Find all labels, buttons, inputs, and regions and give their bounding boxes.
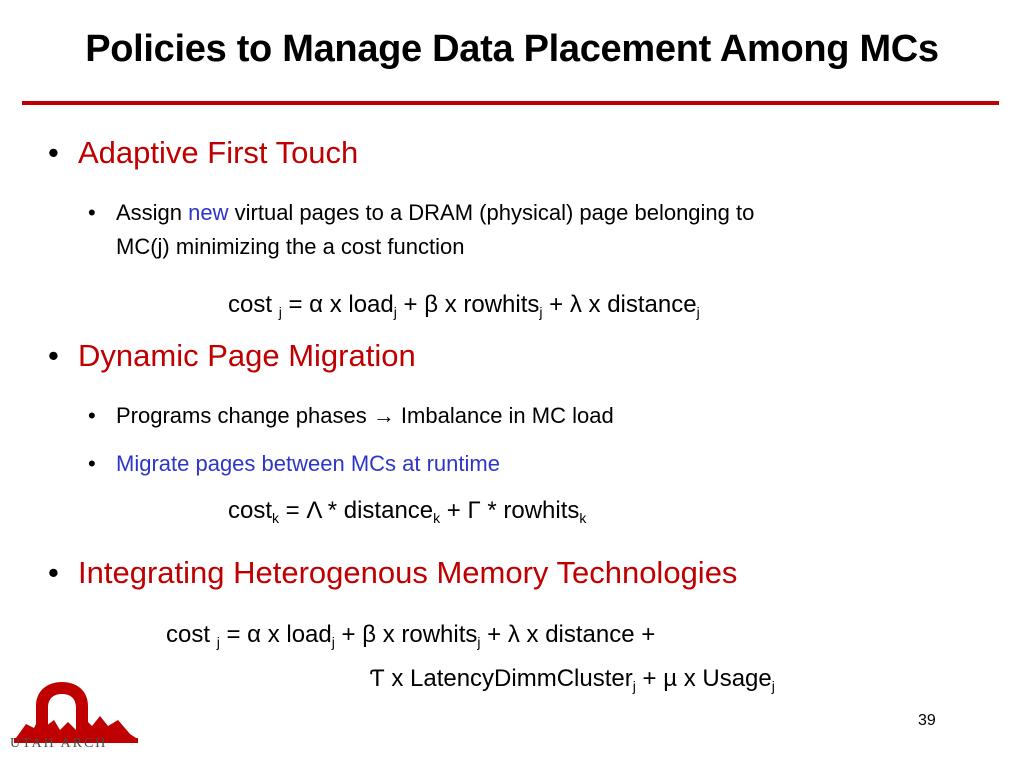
cost-formula-first-touch: cost $_j$ = α x load$_j$ + β x rowhits$_j$ + λ x distance$_j$ (228, 291, 700, 320)
bullet-icon: • (48, 135, 59, 170)
logo-text: UTAH ARCH (10, 736, 108, 751)
highlight-new: new (188, 200, 229, 225)
section-heading: Integrating Heterogenous Memory Technologies (78, 555, 738, 590)
sub-bullet-icon: • (88, 200, 96, 225)
section-heading: Dynamic Page Migration (78, 338, 416, 373)
sub-bullet-text: Assign new virtual pages to a DRAM (physical) page belonging to MC(j) minimizing the a cost function (116, 200, 755, 259)
sub-bullet-text: Programs change phases → Imbalance in MC load (116, 403, 614, 428)
section-heading: Adaptive First Touch (78, 135, 359, 170)
cost-formula-hetero-line1: cost $_j$ = α x load$_j$ + β x rowhits$_j$ + λ x distance + (166, 621, 656, 650)
cost-formula-migration: cost$_k$ = Λ * distance$_k$ + Γ * rowhits$_k$ (228, 497, 587, 526)
bullet-icon: • (48, 338, 59, 373)
title-divider (22, 101, 999, 105)
slide-title: Policies to Manage Data Placement Among MCs (85, 28, 939, 70)
page-number: 39 (918, 712, 936, 729)
sub-bullet-icon: • (88, 451, 96, 476)
sub-bullet-icon: • (88, 403, 96, 428)
sub-bullet-text: Migrate pages between MCs at runtime (116, 451, 500, 476)
cost-formula-hetero-line2: Ƭ x LatencyDimmCluster$_j$ + µ x Usage$_j$ (370, 665, 775, 694)
bullet-icon: • (48, 555, 59, 590)
